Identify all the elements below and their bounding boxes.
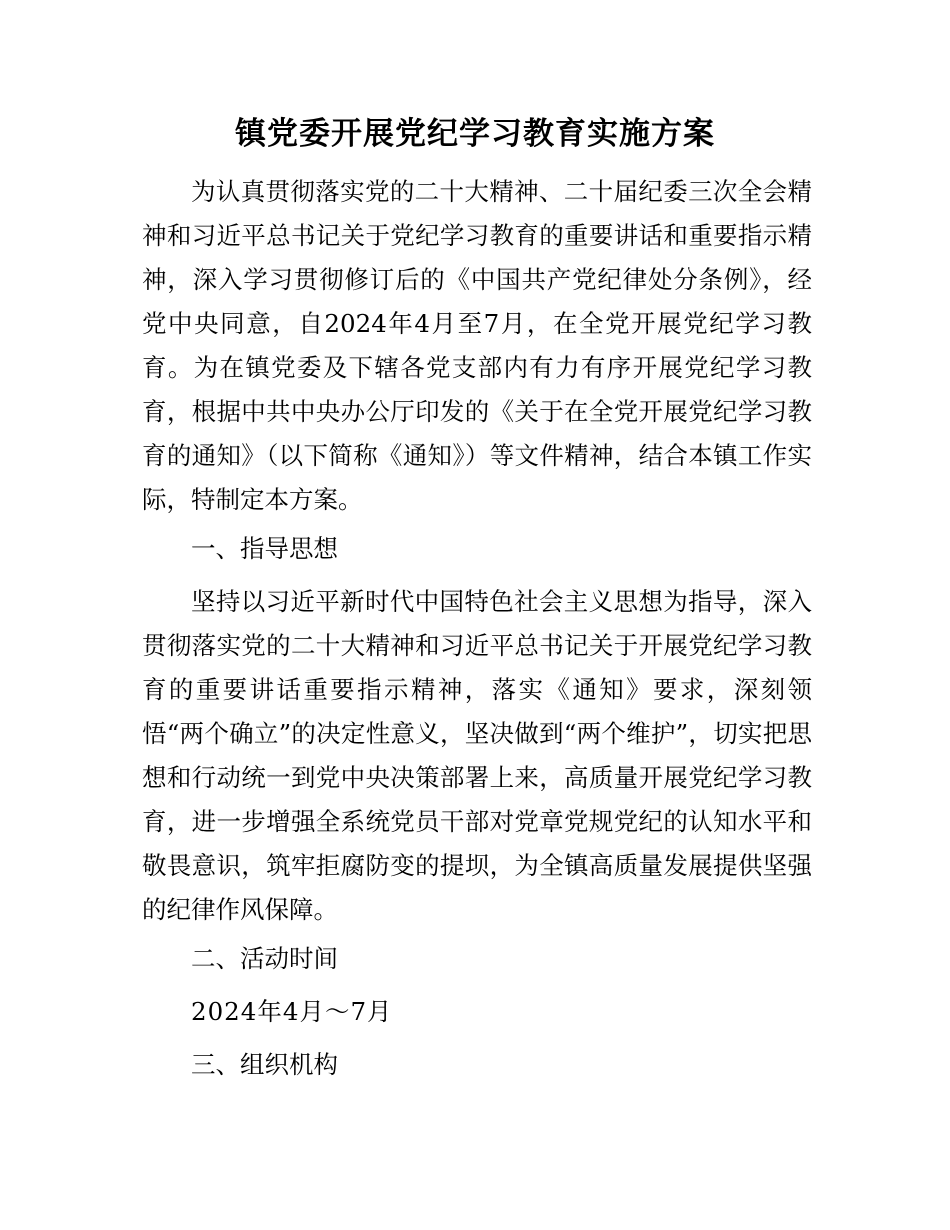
section-heading-guiding-thought: 一、指导思想 [191,534,338,563]
guiding-thought-paragraph: 坚持以习近平新时代中国特色社会主义思想为指导，深入贯彻落实党的二十大精神和习近平总书记关于开展党纪学习教育的重要讲话重要指示精神，落实《通知》要求，深刻领悟“两个确立”的决定性意义，坚决做到“两个维护”，切实把思想和行动统一到党中央决策部署上来，高质量开展党纪学习教育，进一步增强全系统党员干部对党章党规党纪的认知水平和敬畏意识，筑牢拒腐防变的提坝，为全镇高质量发展提供坚强的纪律作风保障。 [142,587,812,924]
document-title: 镇党委开展党纪学习教育实施方案 [235,116,715,152]
section-heading-activity-time: 二、活动时间 [191,944,338,973]
section-heading-organization: 三、组织机构 [191,1050,338,1079]
intro-paragraph: 为认真贯彻落实党的二十大精神、二十届纪委三次全会精神和习近平总书记关于党纪学习教育的重要讲话和重要指示精神，深入学习贯彻修订后的《中国共产党纪律处分条例》，经党中央同意，自2024年4月至7月，在全党开展党纪学习教育。为在镇党委及下辖各党支部内有力有序开展党纪学习教育，根据中共中央办公厅印发的《关于在全党开展党纪学习教育的通知》（以下简称《通知》）等文件精神，结合本镇工作实际，特制定本方案。 [142,177,812,514]
activity-time-paragraph: 2024年4月～7月 [191,997,393,1026]
